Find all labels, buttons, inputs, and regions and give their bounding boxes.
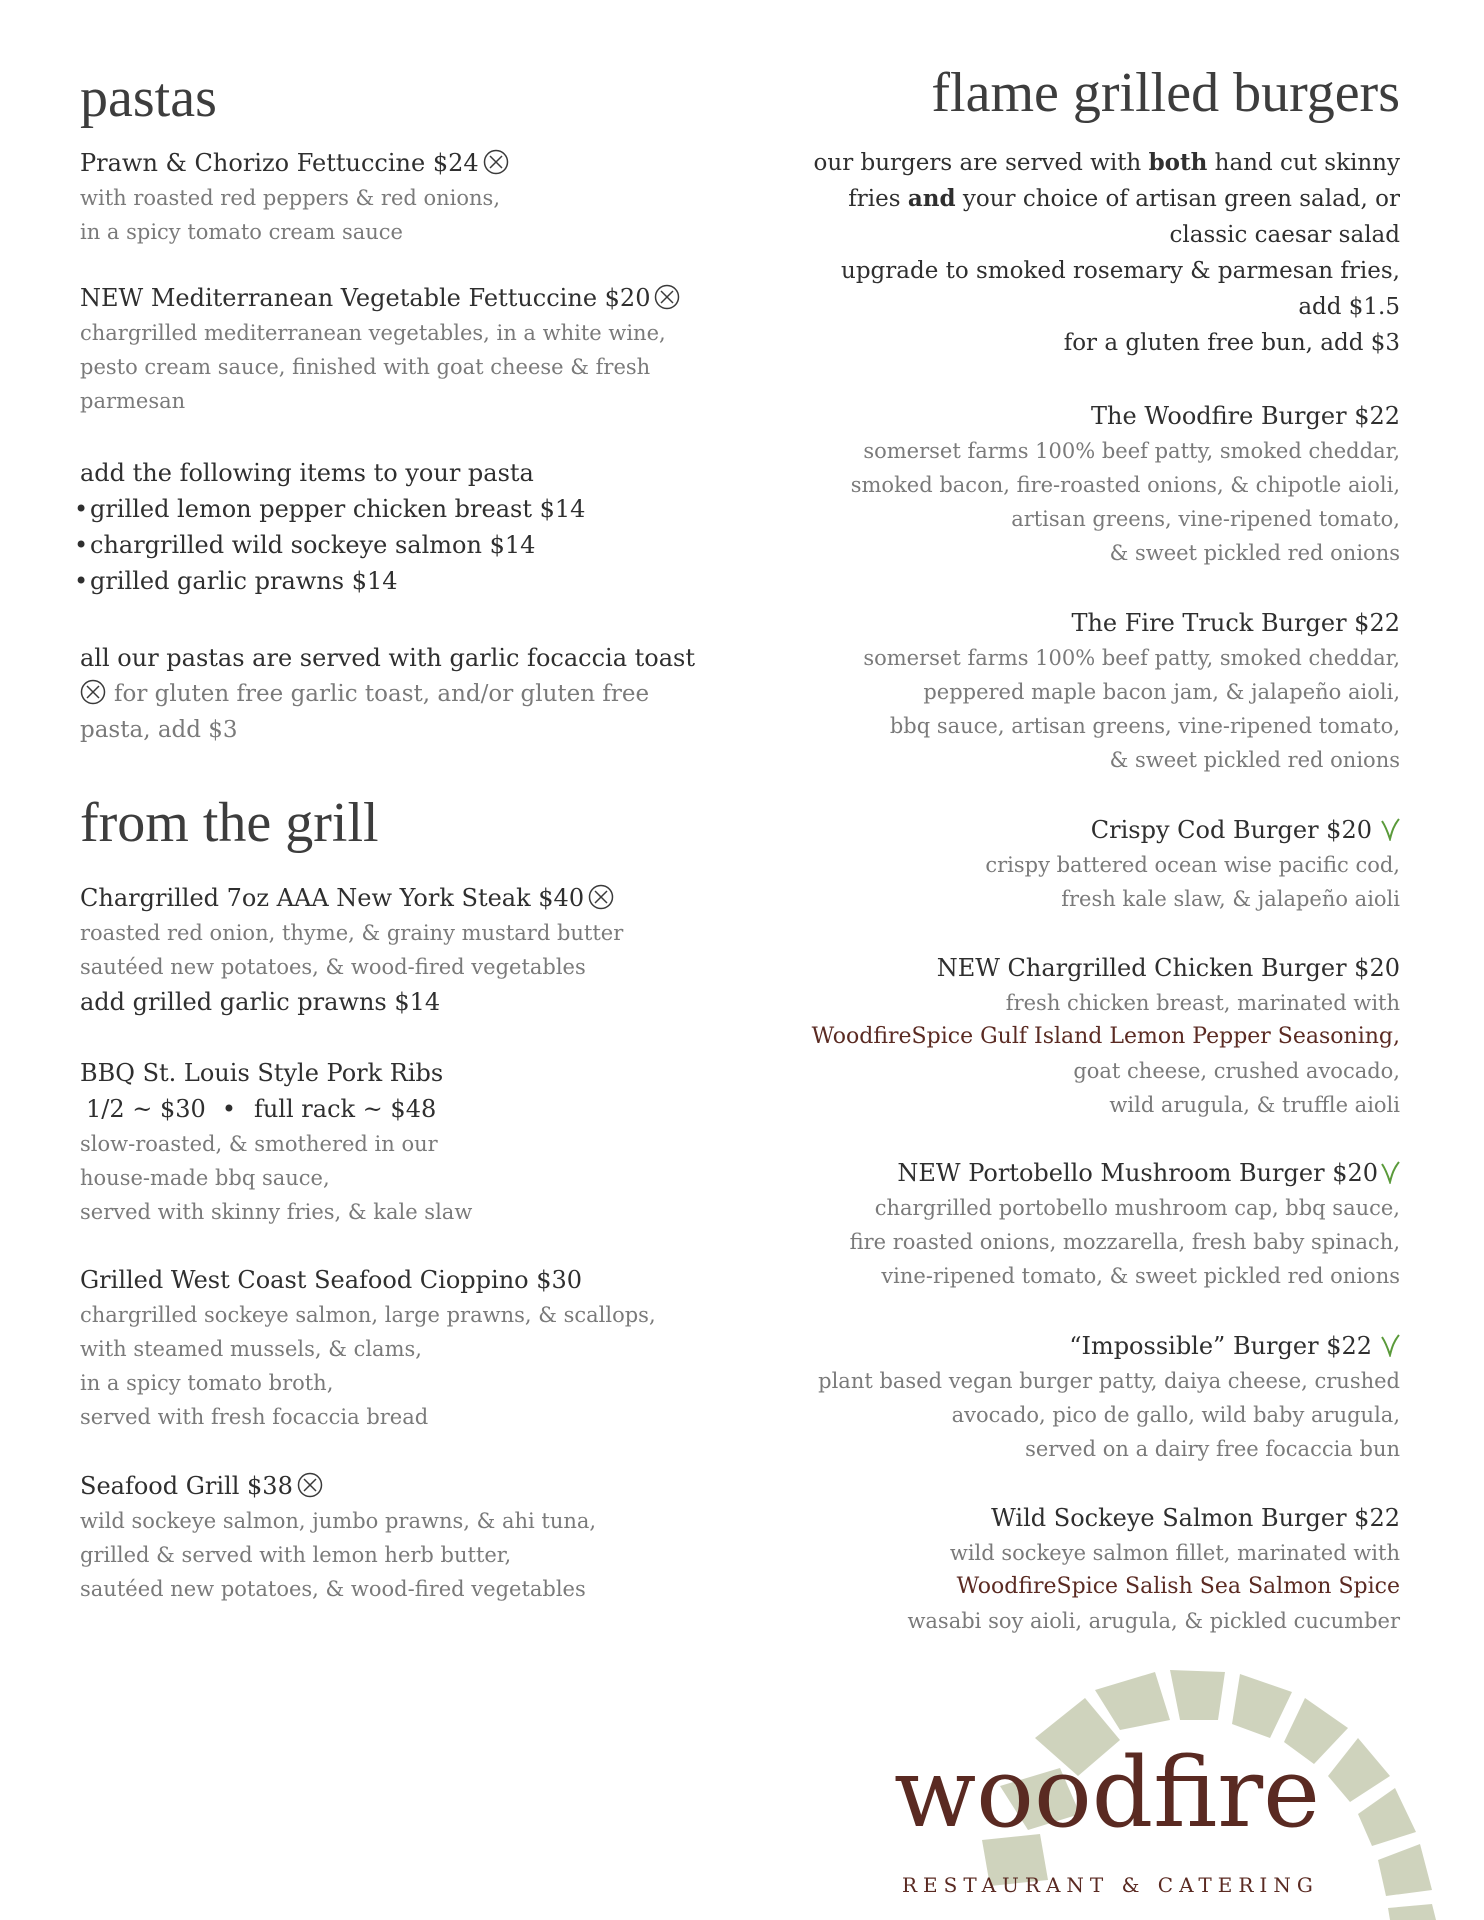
item-desc: sautéed new potatoes, & wood-fired vegetables (80, 955, 586, 979)
item-desc: somerset farms 100% beef patty, smoked cheddar, (863, 439, 1400, 463)
item-name: NEW Mediterranean Vegetable Fettuccine $20 (80, 284, 651, 312)
item-desc: chargrilled portobello mushroom cap, bbq sauce, (874, 1196, 1400, 1220)
item-name: Grilled West Coast Seafood Cioppino $30 (80, 1266, 583, 1294)
menu-item-ribs (80, 1055, 720, 1229)
intro-emphasis: and (907, 185, 956, 212)
menu-item-mediterranean (80, 280, 720, 418)
pasta-note: all our pastas are served with garlic focaccia toast (80, 644, 695, 672)
gluten-free-icon (297, 1472, 323, 1498)
addon-item: • grilled lemon pepper chicken breast $14 (74, 491, 720, 527)
gluten-free-icon (654, 284, 680, 310)
spice-seasoning: WoodfireSpice Salish Sea Salmon Spice (956, 1574, 1400, 1599)
item-name: The Fire Truck Burger $22 (1071, 609, 1400, 637)
item-desc: with roasted red peppers & red onions, (80, 186, 501, 210)
steak-addon: add grilled garlic prawns $14 (80, 988, 441, 1016)
item-desc: & sweet pickled red onions (1109, 541, 1400, 565)
intro-text: for a gluten free bun, add $3 (1063, 330, 1400, 356)
menu-item-impossible-burger (760, 1328, 1400, 1466)
vegetarian-leaf-icon (1380, 1333, 1400, 1357)
gluten-free-note: for gluten free garlic toast, and/or gluten free (114, 681, 650, 707)
item-desc: avocado, pico de gallo, wild baby arugula, (951, 1403, 1400, 1427)
gluten-free-icon (588, 884, 614, 910)
menu-item-cioppino (80, 1262, 720, 1434)
intro-text: classic caesar salad (1169, 222, 1400, 248)
addon-item: • chargrilled wild sockeye salmon $14 (74, 527, 720, 563)
item-desc: plant based vegan burger patty, daiya cheese, crushed (818, 1369, 1400, 1393)
intro-emphasis: both (1148, 149, 1208, 176)
item-desc: goat cheese, crushed avocado, (1073, 1059, 1400, 1083)
menu-item-prawn-chorizo (80, 145, 720, 249)
item-desc: roasted red onion, thyme, & grainy mustard butter (80, 921, 624, 945)
item-name: Seafood Grill $38 (80, 1472, 293, 1500)
item-desc: artisan greens, vine-ripened tomato, (1011, 507, 1400, 531)
menu-item-chicken-burger (760, 950, 1400, 1122)
intro-text: your choice of artisan green salad, or (955, 186, 1400, 212)
item-desc: & sweet pickled red onions (1109, 748, 1400, 772)
item-desc: served on a dairy free focaccia bun (1025, 1437, 1400, 1461)
item-name: NEW Portobello Mushroom Burger $20 (897, 1159, 1378, 1187)
addons-heading: add the following items to your pasta (80, 459, 534, 487)
vegetarian-leaf-icon (1380, 817, 1400, 841)
menu-item-cod-burger (760, 812, 1400, 916)
item-desc: crispy battered ocean wise pacific cod, (985, 853, 1400, 877)
menu-item-seafood-grill (80, 1468, 720, 1606)
item-name: “Impossible” Burger $22 (1069, 1332, 1372, 1360)
logo-tagline: RESTAURANT & CATERING (902, 1873, 1319, 1897)
intro-text: add $1.5 (1298, 294, 1400, 320)
item-desc: fire roasted onions, mozzarella, fresh baby spinach, (849, 1230, 1400, 1254)
gluten-free-icon (483, 149, 509, 175)
item-name: Crispy Cod Burger $20 (1090, 816, 1372, 844)
item-desc: wild sockeye salmon fillet, marinated with (949, 1541, 1400, 1565)
pastas-title: pastas (80, 67, 217, 129)
item-name: The Woodfire Burger $22 (1091, 402, 1400, 430)
item-desc: grilled & served with lemon herb butter, (80, 1543, 512, 1567)
gluten-free-icon (80, 679, 106, 705)
intro-text: hand cut skinny (1207, 150, 1400, 176)
item-desc: chargrilled mediterranean vegetables, in a white wine, (80, 321, 666, 345)
item-desc: peppered maple bacon jam, & jalapeño aioli, (923, 680, 1400, 704)
item-name: Wild Sockeye Salmon Burger $22 (991, 1504, 1400, 1532)
item-desc: fresh kale slaw, & jalapeño aioli (1061, 887, 1400, 911)
item-desc: sautéed new potatoes, & wood-fired vegetables (80, 1577, 586, 1601)
item-desc: served with skinny fries, & kale slaw (80, 1200, 473, 1224)
grill-title: from the grill (80, 792, 379, 854)
ribs-full-price: full rack ~ $48 (253, 1095, 437, 1123)
intro-text: fries (848, 186, 908, 212)
item-desc: wild arugula, & truffle aioli (1109, 1093, 1400, 1117)
item-desc: smoked bacon, fire-roasted onions, & chipotle aioli, (850, 473, 1400, 497)
menu-item-salmon-burger (760, 1500, 1400, 1638)
intro-text: upgrade to smoked rosemary & parmesan fries, (841, 258, 1400, 284)
spice-seasoning: WoodfireSpice Gulf Island Lemon Pepper Seasoning, (811, 1024, 1400, 1049)
item-name: Chargrilled 7oz AAA New York Steak $40 (80, 884, 585, 912)
pasta-notes (80, 640, 720, 748)
menu-item-portobello-burger (760, 1155, 1400, 1293)
item-desc: served with fresh focaccia bread (80, 1405, 429, 1429)
item-desc: with steamed mussels, & clams, (80, 1337, 422, 1361)
intro-text: our burgers are served with (813, 150, 1149, 176)
gluten-free-note: pasta, add $3 (80, 717, 238, 743)
item-desc: fresh chicken breast, marinated with (1005, 991, 1400, 1015)
item-desc: in a spicy tomato cream sauce (80, 220, 403, 244)
menu-item-steak (80, 880, 720, 1020)
item-desc: chargrilled sockeye salmon, large prawns, & scallops, (80, 1303, 656, 1327)
vegetarian-leaf-icon (1380, 1160, 1400, 1184)
item-name: Prawn & Chorizo Fettuccine $24 (80, 149, 479, 177)
item-desc: bbq sauce, artisan greens, vine-ripened tomato, (889, 714, 1400, 738)
item-desc: house-made bbq sauce, (80, 1166, 330, 1190)
pasta-addons (80, 455, 720, 599)
item-desc: slow-roasted, & smothered in our (80, 1132, 438, 1156)
burgers-title: flame grilled burgers (931, 62, 1400, 124)
item-desc: in a spicy tomato broth, (80, 1371, 334, 1395)
bullet-separator: • (221, 1095, 236, 1123)
item-name: BBQ St. Louis Style Pork Ribs (80, 1059, 444, 1087)
item-desc: somerset farms 100% beef patty, smoked cheddar, (863, 646, 1400, 670)
menu-item-fire-truck-burger (760, 605, 1400, 777)
woodfire-logo (880, 1668, 1480, 1920)
menu-item-woodfire-burger (760, 398, 1400, 570)
item-desc: pesto cream sauce, finished with goat cheese & fresh (80, 355, 651, 379)
burgers-intro (760, 145, 1400, 361)
item-desc: wasabi soy aioli, arugula, & pickled cucumber (907, 1609, 1400, 1633)
item-name: NEW Chargrilled Chicken Burger $20 (936, 954, 1400, 982)
item-desc: wild sockeye salmon, jumbo prawns, & ahi tuna, (80, 1509, 597, 1533)
addon-item: • grilled garlic prawns $14 (74, 563, 720, 599)
ribs-half-price: 1/2 ~ $30 (86, 1095, 206, 1123)
item-desc: parmesan (80, 389, 186, 413)
logo-wordmark: woodfire (894, 1737, 1320, 1849)
item-desc: vine-ripened tomato, & sweet pickled red onions (881, 1264, 1400, 1288)
